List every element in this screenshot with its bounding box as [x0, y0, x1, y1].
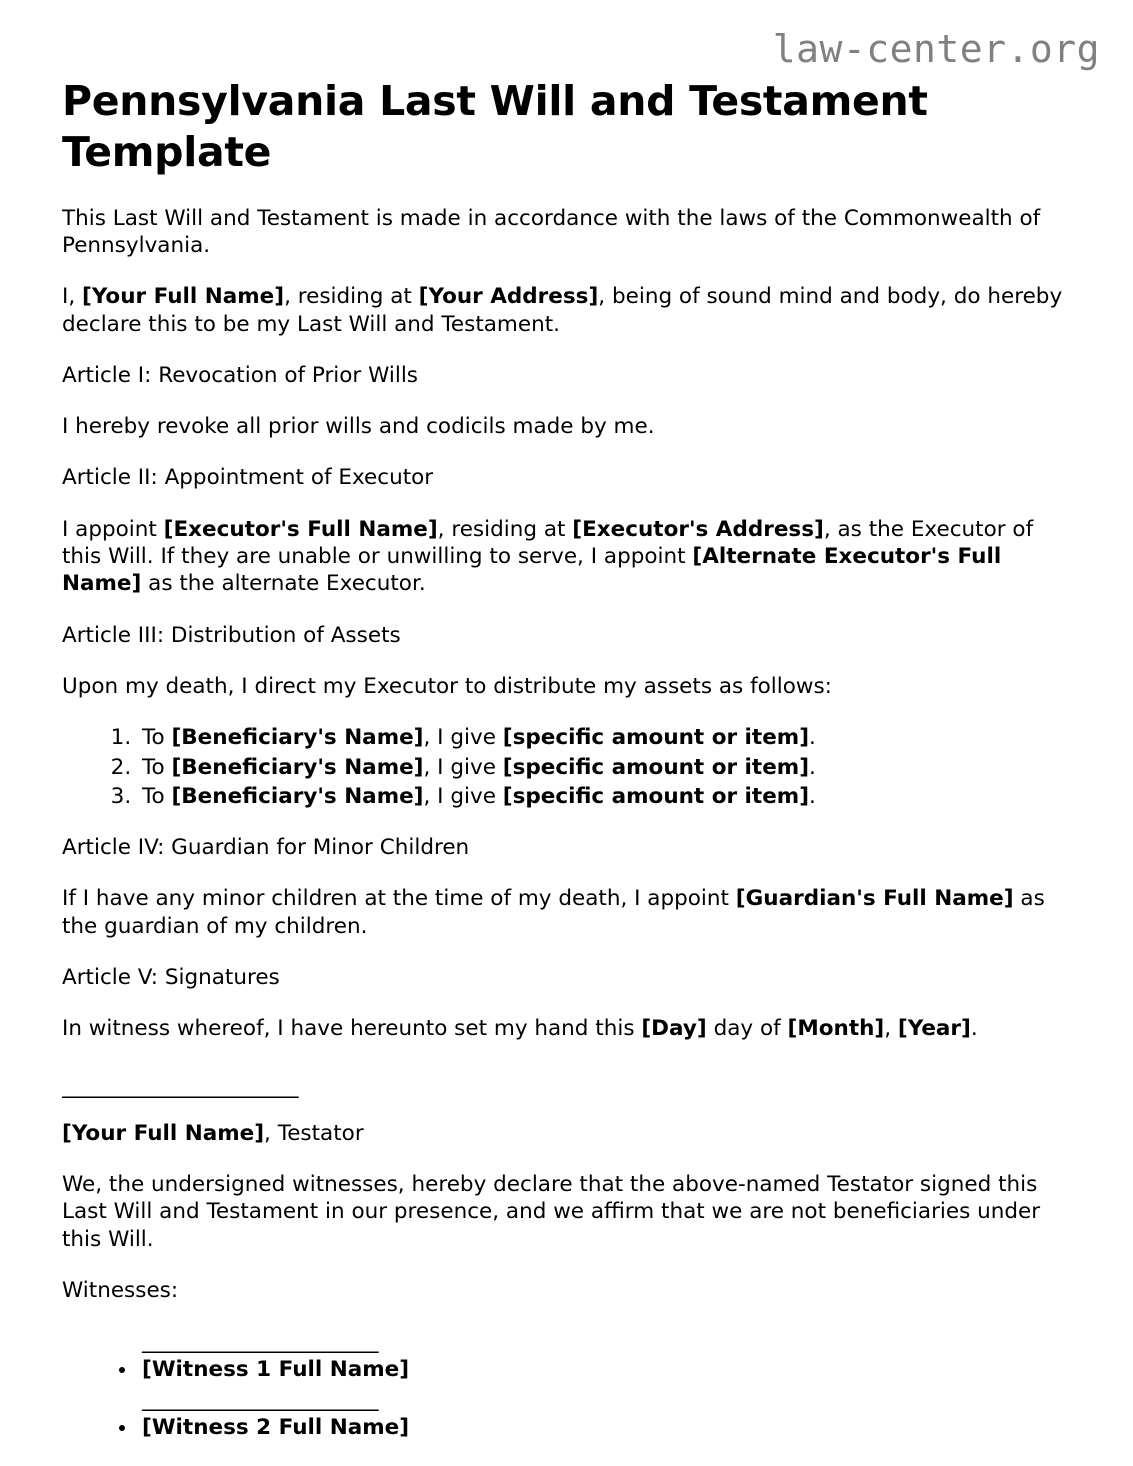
article-3-heading: Article III: Distribution of Assets — [62, 622, 401, 648]
executor-name-placeholder: [Executor's Full Name] — [163, 516, 438, 542]
gift-2-placeholder: [specific amount or item] — [502, 754, 810, 780]
article-1-body: I hereby revoke all prior wills and codicils made by me. — [62, 414, 655, 440]
asset-2-mid: , I give — [423, 754, 503, 780]
article-2-p2: , residing at — [437, 516, 573, 542]
declaration-mid1: , residing at — [284, 284, 419, 310]
witnesses-label: Witnesses: — [62, 1278, 179, 1304]
testator-role: , Testator — [264, 1120, 364, 1146]
declaration-prefix: I, — [62, 284, 83, 310]
guardian-name-placeholder: [Guardian's Full Name] — [735, 886, 1014, 912]
list-item — [138, 1386, 1071, 1412]
document-body — [62, 205, 1071, 1441]
list-item — [138, 1414, 1071, 1441]
article-4-heading: Article IV: Guardian for Minor Children — [62, 835, 470, 861]
witness-2-name-placeholder: [Witness 2 Full Name] — [142, 1414, 410, 1440]
article-1-heading: Article I: Revocation of Prior Wills — [62, 362, 419, 388]
article-5-p4: . — [970, 1016, 978, 1042]
article-2-heading: Article II: Appointment of Executor — [62, 465, 434, 491]
beneficiary-2-placeholder: [Beneficiary's Name] — [171, 754, 424, 780]
asset-1-suffix: . — [809, 725, 816, 751]
article-4-body — [62, 885, 1071, 940]
gift-1-placeholder: [specific amount or item] — [502, 725, 810, 751]
testator-line — [62, 1120, 1071, 1147]
day-placeholder: [Day] — [641, 1016, 707, 1042]
beneficiary-1-placeholder: [Beneficiary's Name] — [171, 725, 424, 751]
list-item — [138, 1356, 1071, 1383]
article-2-body — [62, 516, 1071, 598]
article-5-heading: Article V: Signatures — [62, 965, 280, 990]
witness-list — [62, 1328, 1071, 1441]
asset-3-suffix: . — [809, 783, 816, 809]
asset-2-suffix: . — [809, 754, 816, 780]
witness-2-signature-rule: ______________________ — [142, 1386, 379, 1412]
month-placeholder: [Month] — [787, 1016, 885, 1042]
article-2-p4: as the alternate Executor. — [141, 571, 426, 597]
article-3-body: Upon my death, I direct my Executor to distribute my assets as follows: — [62, 673, 832, 699]
declaration-paragraph — [62, 283, 1071, 338]
list-item — [138, 754, 1071, 781]
your-address-placeholder: [Your Address] — [418, 284, 599, 310]
executor-address-placeholder: [Executor's Address] — [572, 516, 824, 542]
article-5-body — [62, 1015, 1071, 1042]
article-5-p1: In witness whereof, I have hereunto set my hand this — [62, 1016, 642, 1042]
asset-2-prefix: To — [142, 754, 172, 780]
list-item — [138, 1328, 1071, 1354]
article-5-p3: , — [884, 1016, 898, 1042]
list-item — [138, 783, 1071, 810]
asset-3-prefix: To — [142, 783, 172, 809]
witness-1-name-placeholder: [Witness 1 Full Name] — [142, 1357, 410, 1383]
beneficiary-3-placeholder: [Beneficiary's Name] — [171, 783, 424, 809]
testator-name-placeholder: [Your Full Name] — [62, 1120, 265, 1146]
list-item — [138, 724, 1071, 751]
intro-text: This Last Will and Testament is made in accordance with the laws of the Commonwealth of Pennsylvania. — [62, 205, 1041, 258]
article-5-p2: day of — [706, 1016, 788, 1042]
intro-paragraph — [62, 205, 1071, 260]
article-4-p2: as the guardian of my children. — [62, 886, 1045, 939]
asset-3-mid: , I give — [423, 783, 503, 809]
article-2-p1: I appoint — [62, 516, 164, 542]
alternate-executor-placeholder: [Alternate Executor's Full Name] — [62, 544, 1002, 597]
asset-1-prefix: To — [142, 725, 172, 751]
witness-1-signature-rule: ______________________ — [142, 1329, 379, 1355]
declaration-suffix: , being of sound mind and body, do hereby declare this to be my Last Will and Testament. — [62, 284, 1063, 337]
site-watermark: law-center.org — [772, 27, 1100, 71]
page-title: Pennsylvania Last Will and Testament Template — [62, 77, 928, 176]
testator-signature-rule: ______________________ — [62, 1073, 299, 1099]
gift-3-placeholder: [specific amount or item] — [502, 783, 810, 809]
witness-attestation-paragraph: We, the undersigned witnesses, hereby declare that the above-named Testator signed this Last Will and Testament in our presence, and we affirm that we are not beneficiaries under this Will. — [62, 1172, 1041, 1252]
your-full-name-placeholder: [Your Full Name] — [82, 284, 285, 310]
article-2-p3: , as the Executor of this Will. If they are unable or unwilling to serve, I appoint — [62, 516, 1034, 570]
article-4-p1: If I have any minor children at the time of my death, I appoint — [62, 886, 736, 912]
asset-distribution-list — [62, 724, 1071, 810]
year-placeholder: [Year] — [897, 1016, 971, 1042]
asset-1-mid: , I give — [423, 725, 503, 751]
